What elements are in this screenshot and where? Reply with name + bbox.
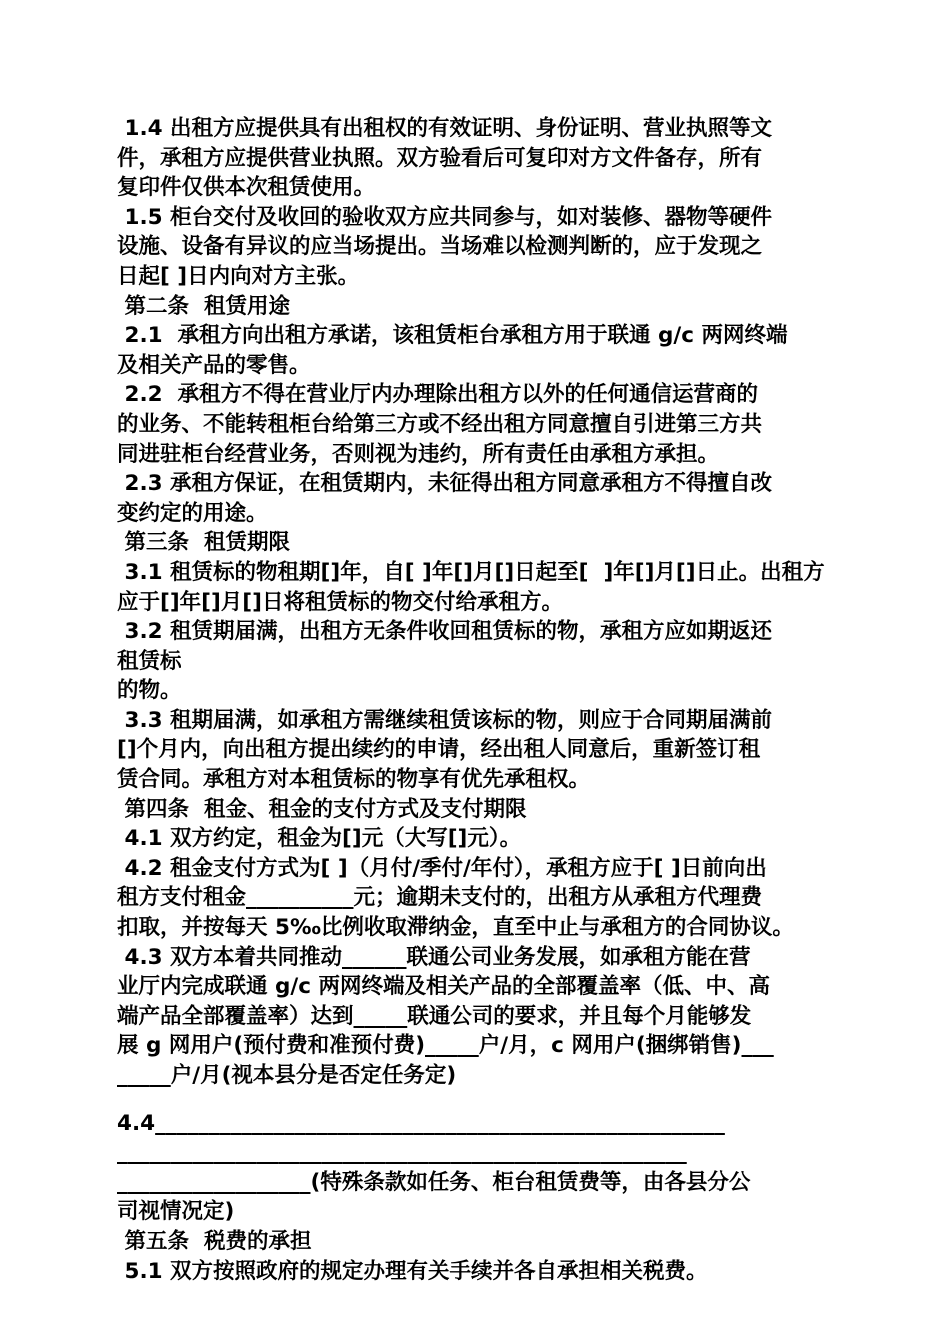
text-line: 的物。 [117,678,182,704]
clause-paragraph [117,558,839,617]
text-line: 件，承租方应提供营业执照。双方验看后可复印对方文件备存，所有 [117,145,763,171]
clause-paragraph [117,203,839,292]
text-line: 租赁标 [117,648,182,674]
text-line: _____户/月(视本县分是否定任务定) [117,1063,457,1088]
text-line: 变约定的用途。 [117,500,268,526]
text-line: __________________(特殊条款如任务、柜台租赁费等，由各县分公 [117,1169,751,1195]
clause-paragraph [117,1257,839,1287]
text-line: 复印件仅供本次租赁使用。 [117,175,376,201]
text-line: 4.3 双方本着共同推动______联通公司业务发展，如承租方能在营 [117,944,751,970]
text-line: 展 g 网用户(预付费和准预付费)_____户/月，c 网用户(捆绑销售)___ [117,1033,774,1059]
clause-paragraph [117,1109,839,1227]
article-heading [117,795,839,825]
text-line: 的业务、不能转租柜台给第三方或不经出租方同意擅自引进第三方共 [117,411,763,437]
text-line: 应于[]年[]月[]日将租赁标的物交付给承租方。 [117,589,563,615]
text-line: _____________________________________________________ [117,1140,687,1166]
clause-paragraph [117,321,839,380]
text-line: 3.2 租赁期届满，出租方无条件收回租赁标的物，承租方应如期返还 [117,619,773,645]
article-heading [117,292,839,322]
article-heading [117,528,839,558]
text-line: 2.2 承租方不得在营业厅内办理除出租方以外的任何通信运营商的 [117,382,759,408]
clause-paragraph [117,114,839,203]
text-line: 扣取，并按每天 5‰比例收取滞纳金，直至中止与承租方的合同协议。 [117,915,794,941]
clause-paragraph [117,469,839,528]
clause-paragraph [117,617,839,706]
text-line: 第三条 租赁期限 [117,530,290,556]
text-line: 第五条 税费的承担 [117,1228,312,1254]
text-line: 赁合同。承租方对本租赁标的物享有优先承租权。 [117,767,591,793]
text-line: 1.4 出租方应提供具有出租权的有效证明、身份证明、营业执照等文 [117,116,773,141]
clause-paragraph [117,854,839,943]
paragraph-gap [117,1091,839,1109]
text-line: []个月内，向出租方提出续约的申请，经出租人同意后，重新签订租 [117,737,761,763]
text-line: 1.5 柜台交付及收回的验收双方应共同参与，如对装修、器物等硬件 [117,204,773,230]
text-line: 4.4_____________________________________________________ [117,1110,725,1136]
text-line: 同进驻柜台经营业务，否则视为违约，所有责任由承租方承担。 [117,441,720,467]
article-heading [117,1227,839,1257]
text-line: 及相关产品的零售。 [117,352,311,378]
text-line: 设施、设备有异议的应当场提出。当场难以检测判断的，应于发现之 [117,234,763,260]
text-line: 第四条 租金、租金的支付方式及支付期限 [117,796,527,822]
text-line: 租方支付租金__________元；逾期未支付的，出租方从承租方代理费 [117,885,763,911]
text-line: 3.1 租赁标的物租期[]年，自[ ]年[]月[]日起至[ ]年[]月[]日止。出租方 [117,559,825,585]
text-line: 4.2 租金支付方式为[ ]（月付/季付/年付），承租方应于[ ]日前向出 [117,855,767,881]
contract-page [117,114,839,1286]
text-line: 业厅内完成联通 g/c 两网终端及相关产品的全部覆盖率（低、中、高 [117,974,770,1000]
text-line: 4.1 双方约定，租金为[]元（大写[]元）。 [117,826,522,852]
text-line: 日起[ ]日内向对方主张。 [117,263,360,289]
text-line: 2.3 承租方保证，在租赁期内，未征得出租方同意承租方不得擅自改 [117,471,773,497]
clause-paragraph [117,380,839,469]
text-line: 司视情况定) [117,1199,235,1225]
clause-paragraph [117,824,839,854]
text-line: 5.1 双方按照政府的规定办理有关手续并各自承担相关税费。 [117,1258,708,1284]
text-line: 第二条 租赁用途 [117,293,290,319]
clause-paragraph [117,706,839,795]
text-line: 端产品全部覆盖率）达到_____联通公司的要求，并且每个月能够发 [117,1003,752,1029]
text-line: 2.1 承租方向出租方承诺，该租赁柜台承租方用于联通 g/c 两网终端 [117,323,788,349]
clause-paragraph [117,943,839,1091]
text-line: 3.3 租期届满，如承租方需继续租赁该标的物，则应于合同期届满前 [117,707,773,733]
